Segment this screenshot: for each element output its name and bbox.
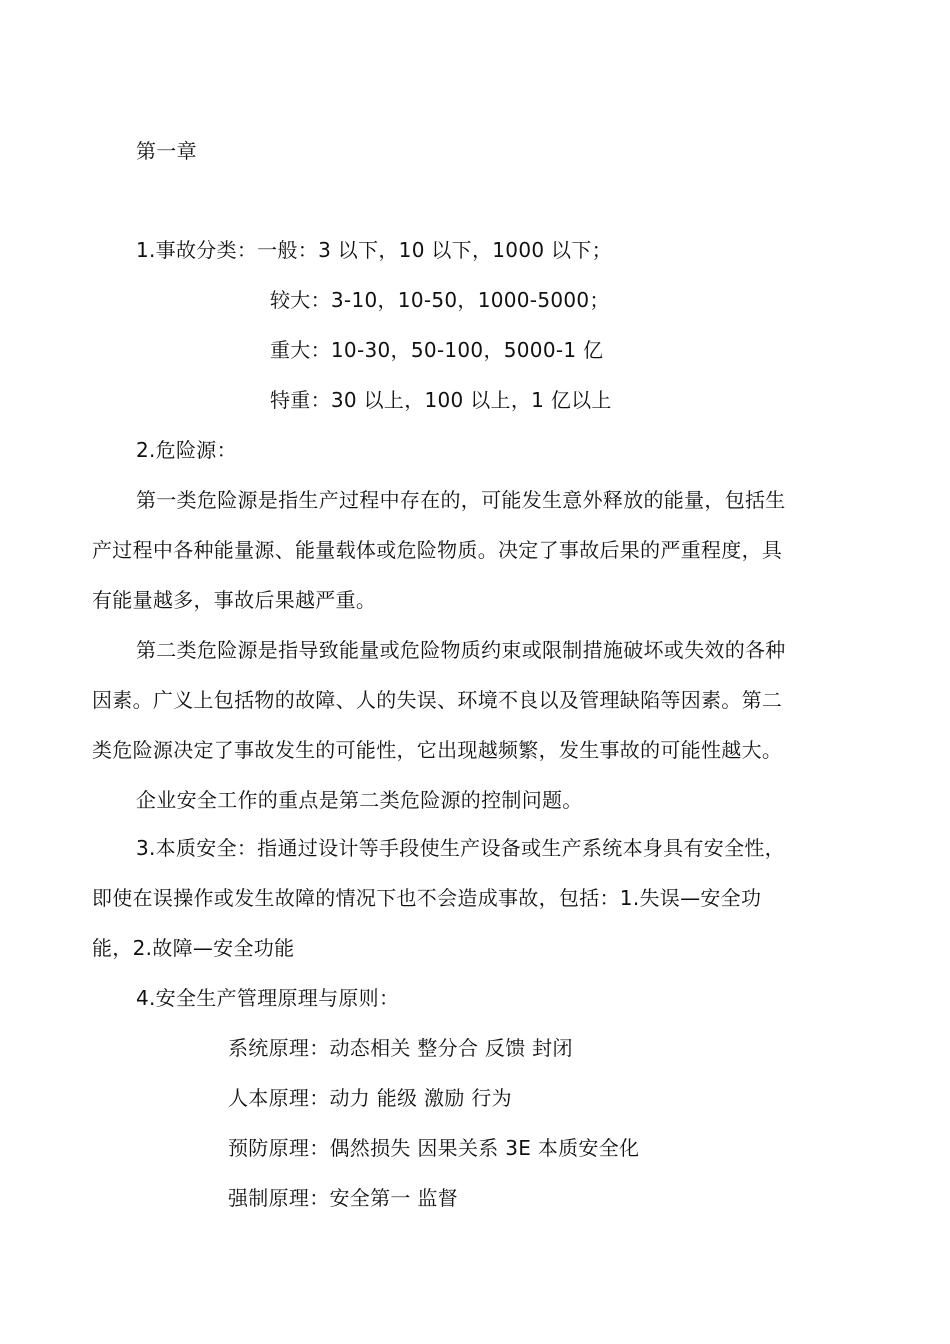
paragraph-line: 类危险源决定了事故发生的可能性，它出现越频繁，发生事故的可能性越大。	[92, 738, 783, 762]
paragraph-line: 因素。广义上包括物的故障、人的失误、环境不良以及管理缺陷等因素。第二	[92, 688, 783, 712]
intrinsic-safety-line: 3.本质安全：指通过设计等手段使生产设备或生产系统本身具有安全性，	[136, 836, 785, 860]
accident-class-serious: 重大：10-30，50-100，5000-1 亿	[270, 338, 604, 362]
paragraph-line: 即使在误操作或发生故障的情况下也不会造成事故，包括：1.失误—安全功	[92, 886, 762, 910]
paragraph-line: 企业安全工作的重点是第二类危险源的控制问题。	[136, 788, 583, 812]
paragraph-line: 能，2.故障—安全功能	[92, 936, 295, 960]
hazard-source-heading: 2.危险源：	[136, 438, 237, 462]
accident-class-especially-serious: 特重：30 以上，100 以上，1 亿以上	[270, 388, 612, 412]
principle-human: 人本原理：动力 能级 激励 行为	[228, 1086, 512, 1110]
accident-class-major: 较大：3-10，10-50，1000-5000；	[270, 288, 610, 312]
accident-classification-line: 1.事故分类：一般：3 以下，10 以下，1000 以下；	[136, 238, 612, 262]
paragraph-line: 产过程中各种能量源、能量载体或危险物质。决定了事故后果的严重程度，具	[92, 538, 783, 562]
paragraph-line: 有能量越多，事故后果越严重。	[92, 588, 377, 612]
paragraph-line: 第二类危险源是指导致能量或危险物质约束或限制措施破坏或失效的各种	[136, 638, 786, 662]
principle-system: 系统原理：动态相关 整分合 反馈 封闭	[228, 1036, 573, 1060]
management-principles-heading: 4.安全生产管理原理与原则：	[136, 986, 400, 1010]
principle-enforcement: 强制原理：安全第一 监督	[228, 1186, 458, 1210]
chapter-title: 第一章	[136, 139, 197, 163]
paragraph-line: 第一类危险源是指生产过程中存在的，可能发生意外释放的能量，包括生	[136, 488, 786, 512]
principle-prevention: 预防原理：偶然损失 因果关系 3E 本质安全化	[228, 1136, 640, 1160]
